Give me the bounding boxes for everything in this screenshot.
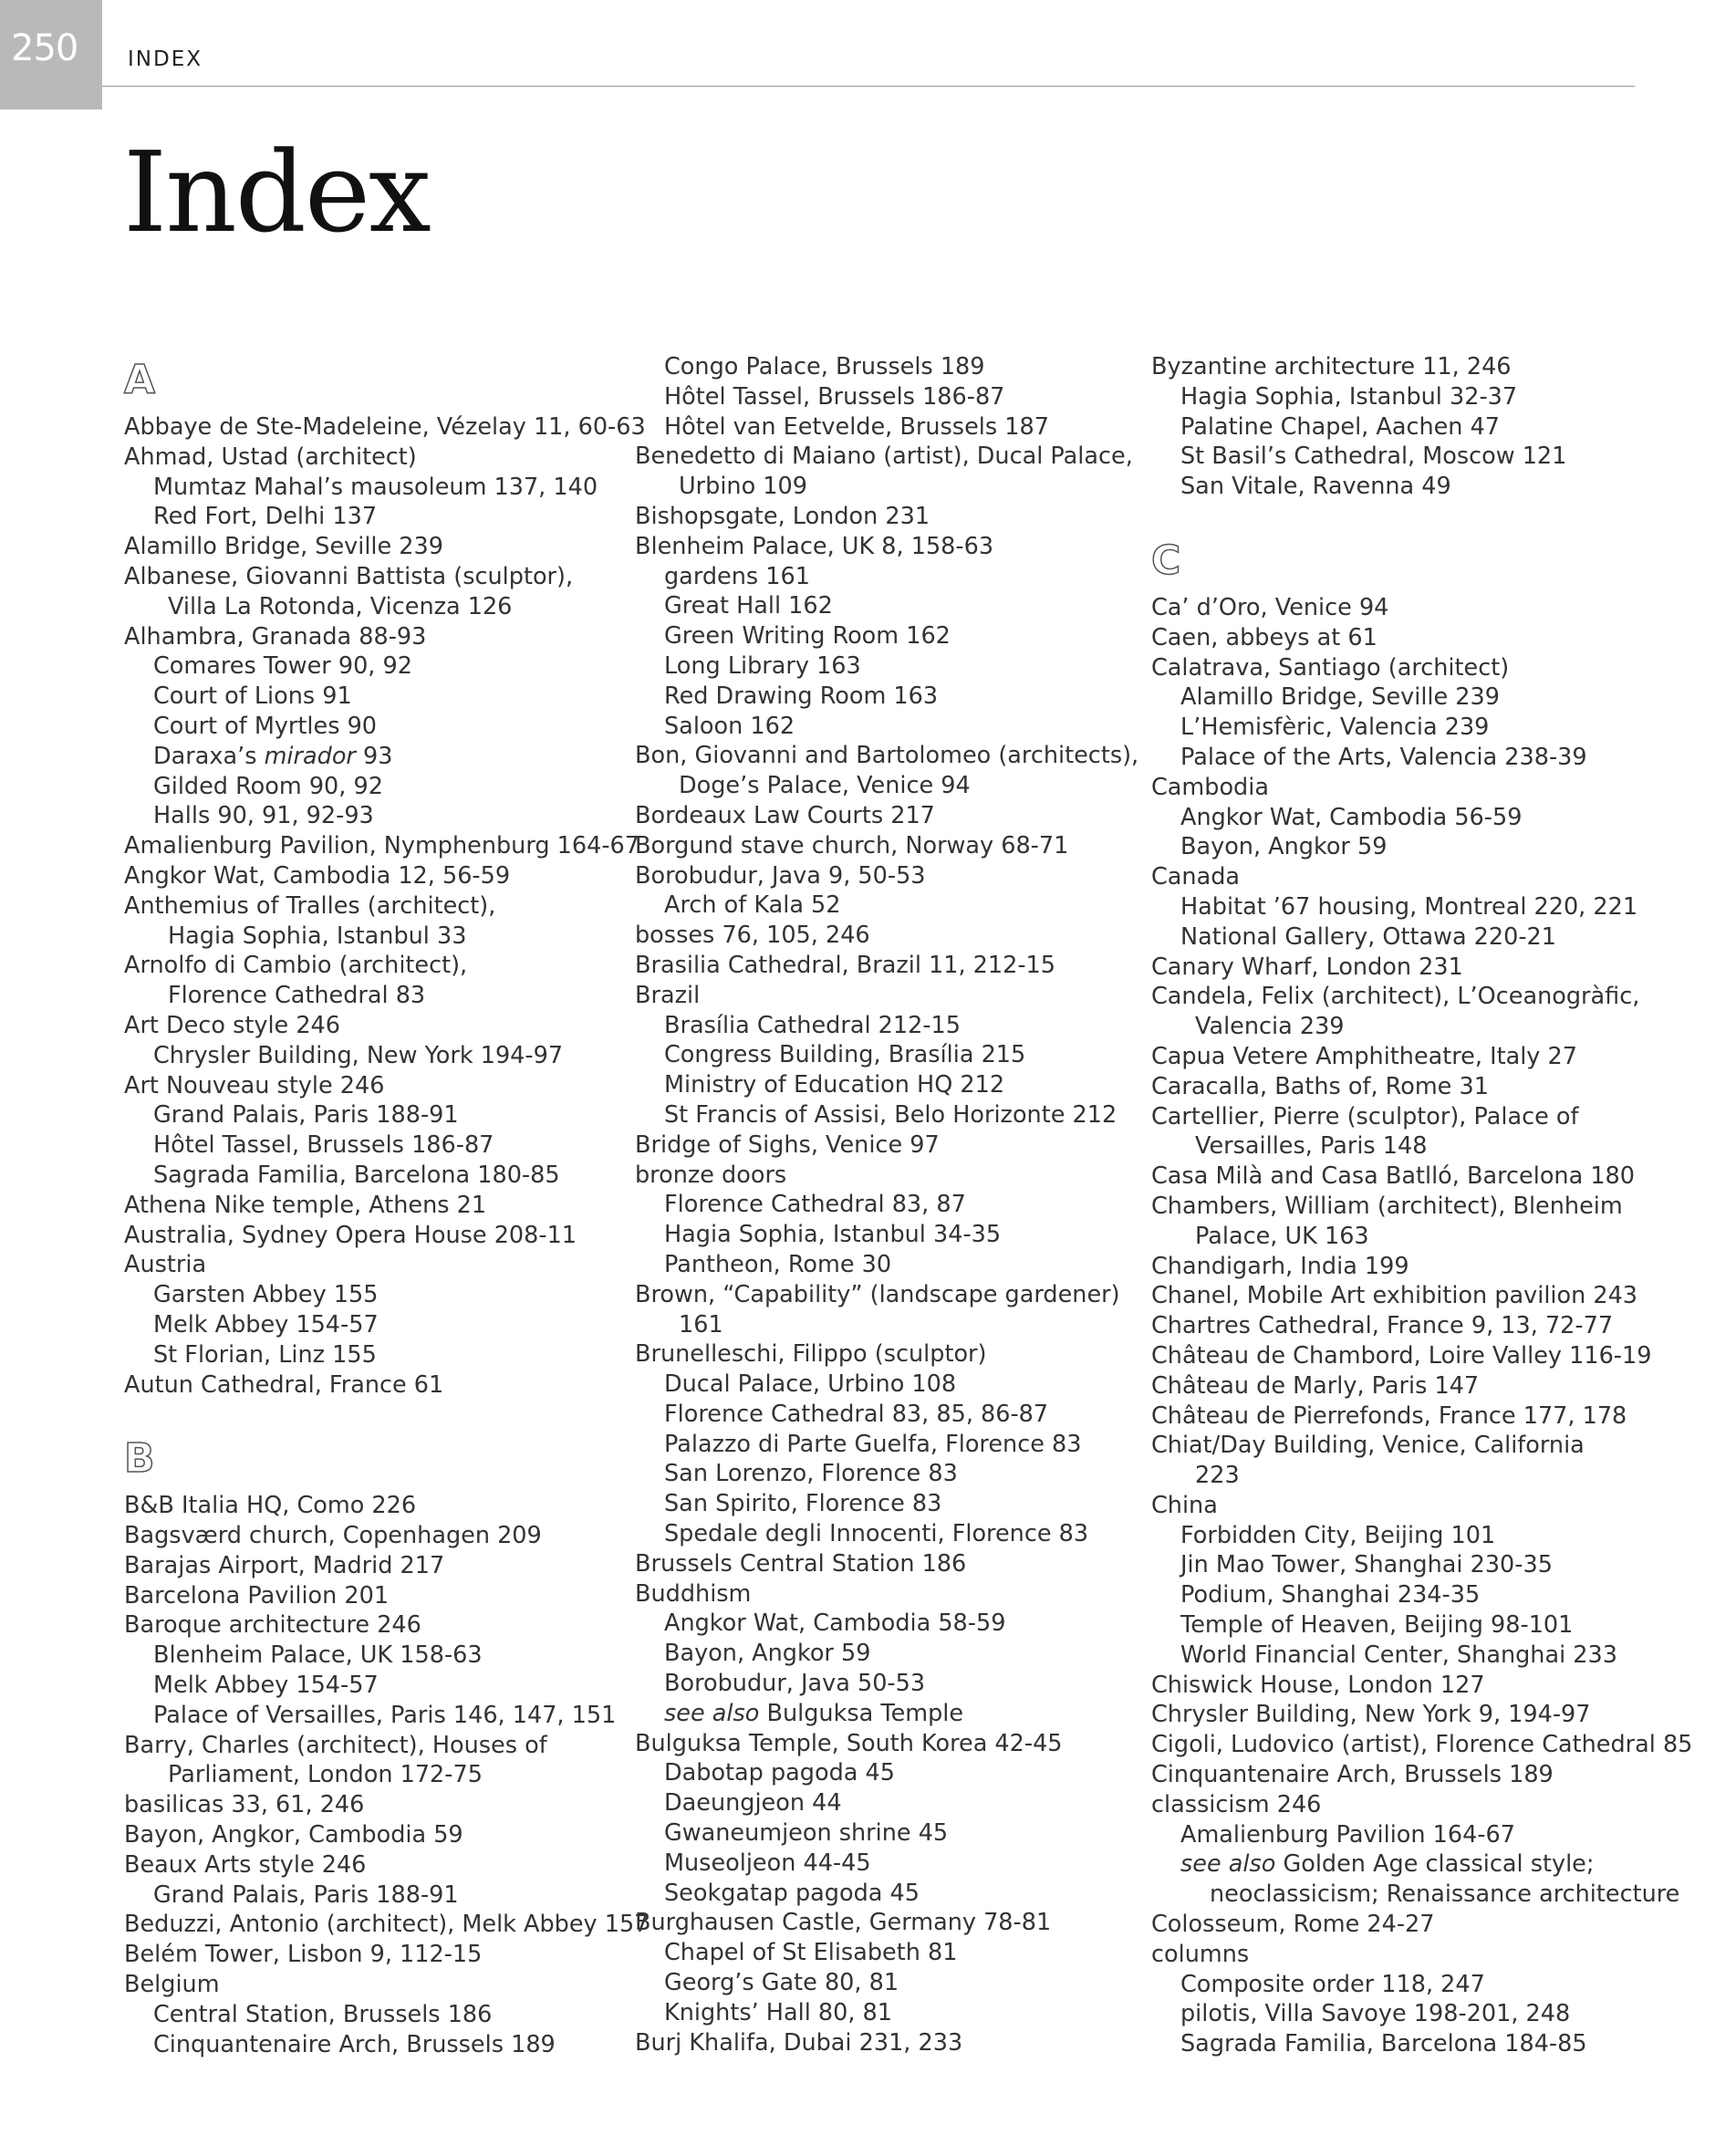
index-entry: bronze doors: [635, 1161, 787, 1189]
index-subentry: St Florian, Linz 155: [153, 1340, 377, 1369]
index-column-1: [124, 352, 650, 2059]
index-subentry: Bayon, Angkor 59: [664, 1640, 871, 1668]
index-entry: Byzantine architecture 11, 246: [1151, 353, 1512, 380]
index-subentry: Angkor Wat, Cambodia 58-59: [664, 1610, 1006, 1638]
index-subentry: Hôtel van Eetvelde, Brussels 187: [664, 412, 1049, 441]
index-entry: Belgium: [124, 1971, 220, 1999]
index-subentry: San Lorenzo, Florence 83: [664, 1460, 958, 1488]
index-entry: Brunelleschi, Filippo (sculptor): [635, 1340, 987, 1369]
index-entry: Bridge of Sighs, Venice 97: [635, 1130, 940, 1159]
index-entry: Chiat/Day Building, Venice, California: [1151, 1432, 1585, 1460]
index-subentry: gardens 161: [664, 562, 810, 590]
index-subentry: Garsten Abbey 155: [153, 1281, 379, 1309]
index-subentry: Saloon 162: [664, 712, 795, 740]
index-subentry: Florence Cathedral 83, 85, 86-87: [664, 1400, 1049, 1428]
index-subentry: Hagia Sophia, Istanbul 32-37: [1180, 382, 1518, 411]
index-subentry: National Gallery, Ottawa 220-21: [1180, 922, 1556, 951]
index-entry: Austria: [124, 1251, 207, 1279]
index-entry: Chanel, Mobile Art exhibition pavilion 243: [1151, 1282, 1638, 1310]
index-subentry: Long Library 163: [664, 651, 861, 680]
index-subentry: Spedale degli Innocenti, Florence 83: [664, 1520, 1089, 1548]
index-entry: Cinquantenaire Arch, Brussels 189: [1151, 1761, 1554, 1789]
index-subentry: Central Station, Brussels 186: [153, 2000, 493, 2028]
index-entry: Château de Pierrefonds, France 177, 178: [1151, 1401, 1627, 1430]
index-entry: Barajas Airport, Madrid 217: [124, 1551, 445, 1579]
index-entry: Capua Vetere Amphitheatre, Italy 27: [1151, 1042, 1577, 1070]
index-entry: Athena Nike temple, Athens 21: [124, 1191, 487, 1219]
index-subentry: Podium, Shanghai 234-35: [1180, 1581, 1481, 1610]
index-subentry: Blenheim Palace, UK 158-63: [153, 1641, 483, 1670]
index-subentry: Melk Abbey 154-57: [153, 1672, 379, 1700]
index-subentry: Bayon, Angkor 59: [1180, 833, 1388, 861]
index-subentry: [1151, 1849, 1662, 1880]
index-subentry: Borobudur, Java 50-53: [664, 1670, 926, 1698]
index-subentry: [124, 742, 635, 772]
entry-page-refs: Golden Age classical style;: [1275, 1850, 1595, 1879]
index-entry: Amalienburg Pavilion, Nymphenburg 164-67: [124, 832, 639, 860]
index-subentry: Palatine Chapel, Aachen 47: [1180, 412, 1501, 441]
index-entry: bosses 76, 105, 246: [635, 922, 870, 950]
page-number-tab: [0, 0, 102, 109]
index-subentry: Brasília Cathedral 212-15: [664, 1011, 961, 1039]
index-entry: Benedetto di Maiano (artist), Ducal Palace,: [635, 443, 1133, 471]
index-entry: Bishopsgate, London 231: [635, 502, 930, 530]
index-entry-continuation: 161: [679, 1310, 723, 1339]
index-entry: Alhambra, Granada 88-93: [124, 622, 427, 651]
index-subentry: Amalienburg Pavilion 164-67: [1180, 1820, 1515, 1849]
index-subentry: St Francis of Assisi, Belo Horizonte 212: [664, 1100, 1117, 1129]
header-rule: [102, 86, 1635, 87]
index-entry: Burghausen Castle, Germany 78-81: [635, 1909, 1052, 1937]
index-entry: Caracalla, Baths of, Rome 31: [1151, 1072, 1489, 1100]
index-subentry: Red Drawing Room 163: [664, 682, 939, 710]
index-entry: Beduzzi, Antonio (architect), Melk Abbey 157: [124, 1911, 650, 1939]
index-entry: Abbaye de Ste-Madeleine, Vézelay 11, 60-63: [124, 413, 646, 441]
index-entry: Colosseum, Rome 24-27: [1151, 1911, 1435, 1939]
index-entry: Angkor Wat, Cambodia 12, 56-59: [124, 861, 511, 890]
index-entry: Bon, Giovanni and Bartolomeo (architects),: [635, 742, 1139, 770]
index-subentry: Forbidden City, Beijing 101: [1180, 1521, 1496, 1549]
index-entry: B&B Italia HQ, Como 226: [124, 1492, 417, 1520]
index-entry: Ahmad, Ustad (architect): [124, 443, 417, 471]
index-entry: Calatrava, Santiago (architect): [1151, 653, 1510, 682]
index-entry: Canary Wharf, London 231: [1151, 953, 1463, 981]
index-entry-continuation: Valencia 239: [1195, 1013, 1345, 1041]
index-subentry: Dabotap pagoda 45: [664, 1759, 895, 1787]
index-entry: Cartellier, Pierre (sculptor), Palace of: [1151, 1102, 1579, 1130]
index-subentry: Comares Tower 90, 92: [153, 652, 412, 681]
index-subentry: Hôtel Tassel, Brussels 186-87: [153, 1131, 494, 1160]
index-subentry: Palace of Versailles, Paris 146, 147, 151: [153, 1701, 617, 1729]
index-subentry: Seokgatap pagoda 45: [664, 1879, 920, 1907]
running-head: INDEX: [128, 47, 203, 71]
index-subentry: Gwaneumjeon shrine 45: [664, 1819, 949, 1848]
index-subentry: Melk Abbey 154-57: [153, 1310, 379, 1339]
index-subentry: Sagrada Familia, Barcelona 184-85: [1180, 2030, 1587, 2058]
index-subentry: Palazzo di Parte Guelfa, Florence 83: [664, 1430, 1082, 1458]
entry-page-refs: 93: [355, 742, 393, 770]
index-subentry: Gilded Room 90, 92: [153, 772, 383, 800]
index-subentry: Knights’ Hall 80, 81: [664, 1998, 892, 2026]
index-subentry: San Vitale, Ravenna 49: [1180, 473, 1451, 501]
index-subentry: Composite order 118, 247: [1180, 1970, 1485, 1998]
index-subentry: Hôtel Tassel, Brussels 186-87: [664, 382, 1005, 411]
index-subentry: Habitat ’67 housing, Montreal 220, 221: [1180, 892, 1638, 921]
index-subentry: Jin Mao Tower, Shanghai 230-35: [1180, 1551, 1553, 1579]
index-entry: Barry, Charles (architect), Houses of: [124, 1731, 547, 1759]
index-subentry: Grand Palais, Paris 188-91: [153, 1880, 459, 1909]
index-subentry: Cinquantenaire Arch, Brussels 189: [153, 2030, 556, 2058]
index-subentry: Temple of Heaven, Beijing 98-101: [1180, 1611, 1574, 1640]
index-entry: classicism 246: [1151, 1790, 1322, 1818]
index-subentry: Ministry of Education HQ 212: [664, 1071, 1005, 1099]
page-number: 250: [11, 27, 78, 69]
index-entry: Chartres Cathedral, France 9, 13, 72-77: [1151, 1312, 1614, 1340]
index-subentry: Alamillo Bridge, Seville 239: [1180, 683, 1500, 712]
index-column-2: [635, 352, 1146, 2057]
index-subentry: Halls 90, 91, 92-93: [153, 802, 374, 830]
index-entry: Australia, Sydney Opera House 208-11: [124, 1221, 577, 1249]
index-entry-continuation: Doge’s Palace, Venice 94: [679, 772, 971, 800]
index-entry: Art Deco style 246: [124, 1011, 341, 1039]
index-subentry: Chrysler Building, New York 194-97: [153, 1041, 564, 1069]
index-entry: Brasilia Cathedral, Brazil 11, 212-15: [635, 951, 1055, 979]
index-subentry: Palace of the Arts, Valencia 238-39: [1180, 743, 1587, 771]
index-entry: China: [1151, 1491, 1218, 1519]
index-entry: Chambers, William (architect), Blenheim: [1151, 1192, 1623, 1220]
index-entry: Bayon, Angkor, Cambodia 59: [124, 1821, 463, 1849]
index-entry: Borgund stave church, Norway 68-71: [635, 831, 1069, 859]
index-entry-continuation: Versailles, Paris 148: [1195, 1132, 1428, 1161]
index-entry: basilicas 33, 61, 246: [124, 1791, 365, 1819]
index-entry: Belém Tower, Lisbon 9, 112-15: [124, 1941, 483, 1969]
index-entry: Chiswick House, London 127: [1151, 1671, 1485, 1699]
entry-italic-text: see also: [664, 1699, 760, 1727]
index-column-3: [1151, 352, 1693, 2059]
index-entry: Bulguksa Temple, South Korea 42-45: [635, 1729, 1063, 1757]
entry-italic-text: see also: [1180, 1850, 1276, 1879]
index-entry: Buddhism: [635, 1579, 752, 1608]
index-subentry: Grand Palais, Paris 188-91: [153, 1101, 459, 1130]
letter-heading: A: [124, 357, 156, 403]
index-entry-continuation: Florence Cathedral 83: [168, 982, 426, 1010]
index-subentry: Sagrada Familia, Barcelona 180-85: [153, 1161, 560, 1189]
index-subentry: World Financial Center, Shanghai 233: [1180, 1641, 1617, 1669]
index-subentry: San Spirito, Florence 83: [664, 1490, 942, 1518]
index-entry-continuation: Villa La Rotonda, Vicenza 126: [168, 592, 513, 620]
index-subentry: Pantheon, Rome 30: [664, 1250, 892, 1278]
index-subentry: [635, 1699, 1146, 1729]
index-entry: Château de Chambord, Loire Valley 116-19: [1151, 1341, 1652, 1370]
index-entry: Château de Marly, Paris 147: [1151, 1371, 1480, 1400]
entry-italic-text: mirador: [264, 742, 356, 770]
index-entry: Burj Khalifa, Dubai 231, 233: [635, 2028, 963, 2057]
index-entry-continuation: Palace, UK 163: [1195, 1222, 1369, 1250]
index-entry: Blenheim Palace, UK 8, 158-63: [635, 532, 994, 560]
index-subentry: Red Fort, Delhi 137: [153, 503, 378, 531]
index-entry-continuation: Urbino 109: [679, 473, 807, 501]
index-entry: Chrysler Building, New York 9, 194-97: [1151, 1701, 1591, 1729]
index-subentry: Georg’s Gate 80, 81: [664, 1969, 899, 1997]
page-title: Index: [123, 128, 430, 257]
index-entry: Cambodia: [1151, 773, 1269, 801]
index-subentry: Congress Building, Brasília 215: [664, 1041, 1026, 1069]
index-subentry: Arch of Kala 52: [664, 891, 841, 920]
index-entry: Alamillo Bridge, Seville 239: [124, 533, 443, 561]
entry-text: Daraxa’s: [153, 742, 265, 770]
letter-heading: B: [124, 1435, 155, 1483]
index-subentry: Museoljeon 44-45: [664, 1849, 871, 1877]
index-entry: Canada: [1151, 863, 1241, 891]
index-entry: Casa Milà and Casa Batlló, Barcelona 180: [1151, 1162, 1635, 1191]
index-entry: Chandigarh, India 199: [1151, 1252, 1409, 1280]
index-subentry: Mumtaz Mahal’s mausoleum 137, 140: [153, 473, 598, 501]
index-entry: Candela, Felix (architect), L’Oceanogràfic,: [1151, 983, 1640, 1011]
index-subentry: Chapel of St Elisabeth 81: [664, 1939, 958, 1967]
index-subentry: L’Hemisfèric, Valencia 239: [1180, 714, 1490, 742]
index-entry: Brussels Central Station 186: [635, 1549, 967, 1578]
index-entry: Bordeaux Law Courts 217: [635, 801, 935, 829]
index-entry: Brown, “Capability” (landscape gardener): [635, 1280, 1120, 1308]
index-entry: Beaux Arts style 246: [124, 1850, 367, 1879]
index-entry-continuation: 223: [1195, 1462, 1240, 1490]
index-entry-continuation: neoclassicism; Renaissance architecture: [1210, 1880, 1680, 1909]
index-subentry: Court of Myrtles 90: [153, 712, 378, 740]
index-entry: Arnolfo di Cambio (architect),: [124, 952, 468, 980]
index-entry: Anthemius of Tralles (architect),: [124, 891, 496, 920]
index-subentry: Angkor Wat, Cambodia 56-59: [1180, 803, 1523, 831]
index-subentry: St Basil’s Cathedral, Moscow 121: [1180, 443, 1567, 471]
index-subentry: Congo Palace, Brussels 189: [664, 353, 985, 380]
index-subentry: Hagia Sophia, Istanbul 34-35: [664, 1221, 1002, 1249]
index-entry: Brazil: [635, 981, 701, 1009]
entry-page-refs: Bulguksa Temple: [759, 1699, 964, 1727]
index-entry: Ca’ d’Oro, Venice 94: [1151, 593, 1389, 621]
index-entry-continuation: Hagia Sophia, Istanbul 33: [168, 922, 467, 950]
index-subentry: Ducal Palace, Urbino 108: [664, 1370, 957, 1399]
index-entry: Barcelona Pavilion 201: [124, 1581, 390, 1610]
index-entry: columns: [1151, 1940, 1250, 1968]
index-subentry: Florence Cathedral 83, 87: [664, 1191, 966, 1219]
index-entry: Cigoli, Ludovico (artist), Florence Cathedral 85: [1151, 1731, 1693, 1759]
index-entry: Art Nouveau style 246: [124, 1071, 385, 1099]
index-entry-continuation: Parliament, London 172-75: [168, 1761, 483, 1789]
index-subentry: pilotis, Villa Savoye 198-201, 248: [1180, 2000, 1571, 2028]
index-subentry: Daeungjeon 44: [664, 1789, 842, 1818]
letter-heading: C: [1151, 536, 1181, 584]
index-subentry: Great Hall 162: [664, 592, 833, 620]
index-entry: Borobudur, Java 9, 50-53: [635, 861, 926, 890]
index-entry: Baroque architecture 246: [124, 1611, 421, 1640]
index-entry: Albanese, Giovanni Battista (sculptor),: [124, 562, 574, 590]
index-subentry: Court of Lions 91: [153, 682, 352, 711]
index-entry: Caen, abbeys at 61: [1151, 623, 1377, 651]
index-entry: Autun Cathedral, France 61: [124, 1370, 444, 1399]
index-subentry: Green Writing Room 162: [664, 622, 951, 651]
index-entry: Bagsværd church, Copenhagen 209: [124, 1522, 542, 1550]
